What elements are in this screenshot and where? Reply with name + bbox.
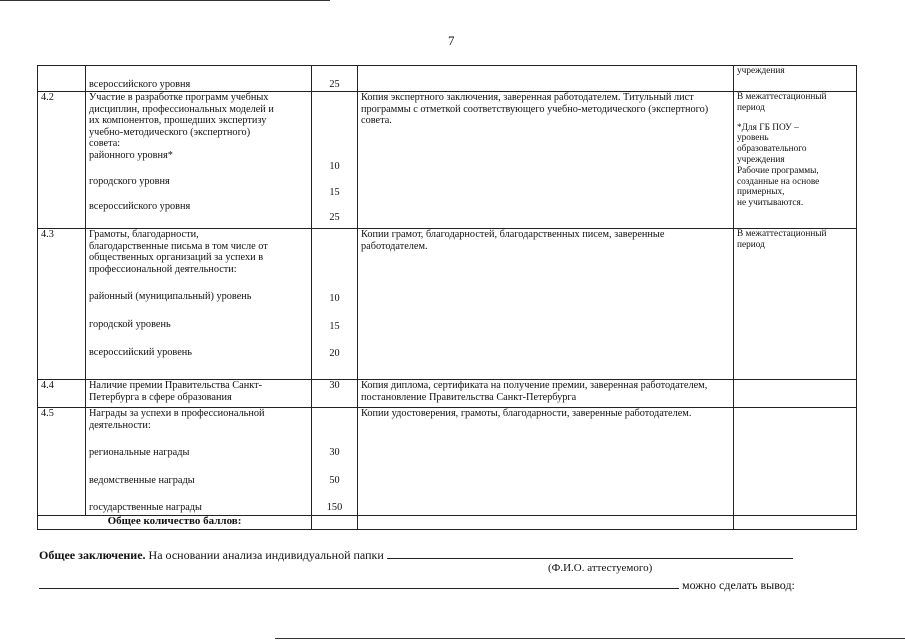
documents-cell [358, 66, 734, 92]
points-value: 30 [329, 447, 340, 458]
row-number: 4.4 [38, 380, 86, 408]
points-value: 10 [329, 293, 340, 304]
conclusion-line [39, 548, 793, 563]
table-row [38, 92, 857, 229]
note-line: учреждения [737, 154, 785, 165]
conclusion-line-2 [39, 578, 795, 593]
indicator-line: Участие в разработке программ учебных [89, 92, 269, 103]
points-value: 25 [329, 212, 340, 224]
conclusion-heading: Общее заключение. [39, 548, 146, 562]
points-cell [312, 408, 358, 516]
table-row [38, 408, 857, 516]
blank-line [39, 578, 679, 589]
indicator-line: дисциплин, профессиональных моделей и [89, 103, 274, 115]
row-number [38, 66, 86, 92]
documents-cell: Копии грамот, благодарностей, благодарственных писем, заверенные работодателем. [358, 229, 734, 380]
table-row [38, 516, 857, 530]
note-line: примерных, [737, 187, 785, 198]
total-label: Общее количество баллов: [38, 516, 312, 530]
note-line: учреждения [737, 66, 785, 76]
indicator-line: всероссийский уровень [89, 346, 192, 358]
indicator-line: всероссийского уровня [89, 201, 191, 213]
note-line: уровень [737, 133, 769, 144]
table-row [38, 66, 857, 92]
indicator-cell [86, 380, 312, 408]
total-docs-cell [358, 516, 734, 530]
row-number: 4.3 [38, 229, 86, 380]
points-cell [312, 229, 358, 380]
points-value: 25 [329, 79, 340, 91]
note-cell [734, 408, 857, 516]
note-line: образовательного [737, 144, 807, 155]
row-number: 4.2 [38, 92, 86, 229]
table-row [38, 380, 857, 408]
indicator-line: всероссийского уровня [89, 79, 191, 91]
points-value: 15 [329, 320, 340, 332]
points-value: 20 [329, 348, 340, 360]
indicator-line: ведомственные награды [89, 474, 195, 486]
indicator-line: общественных организаций за успехи в [89, 252, 264, 264]
note-cell [734, 92, 857, 229]
note-cell [734, 380, 857, 408]
row-number: 4.5 [38, 408, 86, 516]
fio-caption: (Ф.И.О. аттестуемого) [548, 562, 653, 574]
indicator-cell [86, 92, 312, 229]
indicator-line: совета: [89, 138, 121, 150]
indicator-line: деятельности: [89, 419, 151, 431]
note-line: созданные на основе [737, 176, 820, 187]
indicator-line: их компонентов, прошедших экспертизу [89, 115, 267, 127]
indicator-cell [86, 408, 312, 516]
points-cell [312, 66, 358, 92]
indicator-line: Наличие премии Правительства Санкт- [89, 380, 263, 391]
note-line: период [737, 239, 765, 250]
note-line: В межаттестационный [737, 229, 827, 239]
top-rule [0, 0, 330, 1]
page-number: 7 [448, 33, 455, 48]
indicator-line: благодарственные письма в том числе от [89, 240, 268, 252]
note-cell [734, 229, 857, 380]
note-line: В межаттестационный [737, 92, 827, 102]
points-cell [312, 380, 358, 408]
note-line: период [737, 102, 765, 113]
indicator-line: районный (муниципальный) уровень [89, 291, 252, 303]
conclusion-text: На основании анализа индивидуальной папки [145, 548, 384, 562]
criteria-table [37, 65, 857, 530]
points-value: 30 [329, 380, 340, 391]
note-cell [734, 66, 857, 92]
conclusion-end: можно сделать вывод: [682, 578, 795, 592]
bottom-rule [275, 638, 905, 639]
note-line: не учитываются. [737, 198, 804, 209]
indicator-line: учебно-методического (экспертного) [89, 126, 251, 138]
indicator-line: региональные награды [89, 447, 190, 459]
points-value: 50 [329, 474, 340, 486]
indicator-line: городского уровня [89, 175, 170, 187]
documents-cell: Копия диплома, сертификата на получение премии, заверенная работодателем, постановление Правительства Санкт-Петербурга [358, 380, 734, 408]
note-line: *Для ГБ ПОУ – [737, 122, 799, 133]
indicator-cell [86, 66, 312, 92]
points-value: 150 [326, 502, 343, 514]
indicator-line: городской уровень [89, 318, 171, 330]
points-value: 15 [329, 186, 340, 198]
indicator-line: профессиональной деятельности: [89, 263, 237, 275]
note-line: Рабочие программы, [737, 165, 819, 176]
total-points-cell [312, 516, 358, 530]
indicator-cell [86, 229, 312, 380]
indicator-line: Петербурга в сфере образования [89, 391, 232, 403]
name-blank-line [387, 548, 793, 559]
indicator-line: Грамоты, благодарности, [89, 229, 199, 240]
table-row [38, 229, 857, 380]
indicator-line: Награды за успехи в профессиональной [89, 408, 265, 419]
points-value: 10 [329, 161, 340, 172]
indicator-line: государственные награды [89, 502, 202, 514]
documents-cell: Копии удостоверения, грамоты, благодарности, заверенные работодателем. [358, 408, 734, 516]
indicator-line: районного уровня* [89, 149, 173, 161]
documents-cell: Копия экспертного заключения, заверенная работодателем. Титульный лист программы с отметкой соответствующего учебно-методического (экспертного) совета. [358, 92, 734, 229]
points-cell [312, 92, 358, 229]
total-note-cell [734, 516, 857, 530]
